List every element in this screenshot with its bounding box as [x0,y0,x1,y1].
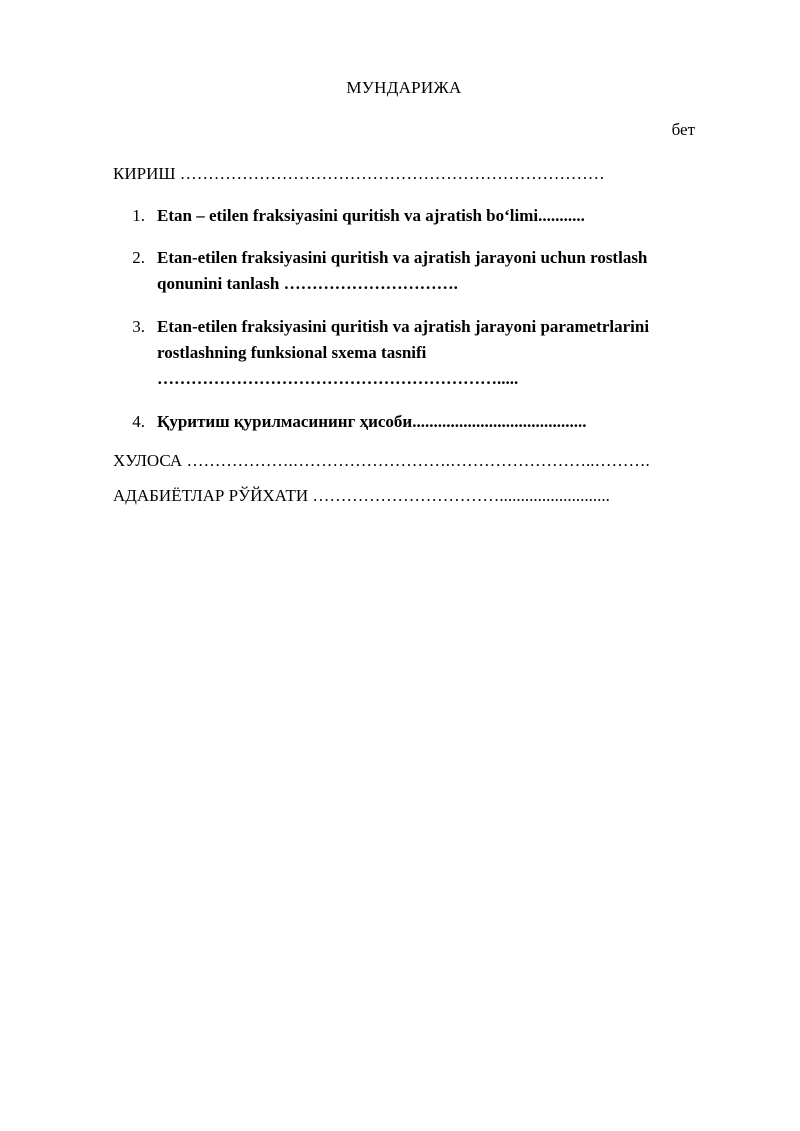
toc-entry-references-leader: …………………………….......................... [308,485,610,505]
toc-item-number: 3. [132,316,145,336]
toc-entry-references-label: АДАБИЁТЛАР РЎЙХАТИ [113,485,309,505]
toc-item-number: 4. [132,411,145,431]
toc-entry-conclusion-label: ХУЛОСА [113,451,183,471]
toc-entry-intro-label: КИРИШ [113,164,176,183]
toc-entry-conclusion-leader: ……………….……………………….……………………..………. [182,451,650,471]
toc-item-text: Etan-etilen fraksiyasini quritish va ajratish jarayoni uchun rostlash qonunini tanlash …………………………. [157,247,648,294]
list-item [113,203,695,229]
toc-tail-entries [113,449,695,508]
toc-entry-intro [113,162,695,187]
toc-item-text: Қуритиш қурилмасининг ҳисоби......................................... [157,411,587,431]
toc-item-text: Etan – etilen fraksiyasini quritish va ajratish bo‘limi........... [157,205,585,225]
list-item [113,245,695,298]
toc-entry-conclusion [113,449,695,474]
toc-item-number: 2. [132,247,145,267]
page-column-label: бет [671,120,695,139]
list-item [113,409,695,435]
toc-entry-intro-leader: ………………………………………………………………… [175,164,605,183]
list-item [113,314,695,393]
page-title: МУНДАРИЖА [346,78,462,97]
toc-item-number: 1. [132,205,145,225]
toc-item-text: Etan-etilen fraksiyasini quritish va ajratish jarayoni parametrlarini rostlashning funksional sxema tasnifi ……………………………………………………..... [157,316,650,389]
toc-numbered-list [113,203,695,435]
bottom-spacer [113,508,695,548]
toc-entry-references [113,484,695,509]
